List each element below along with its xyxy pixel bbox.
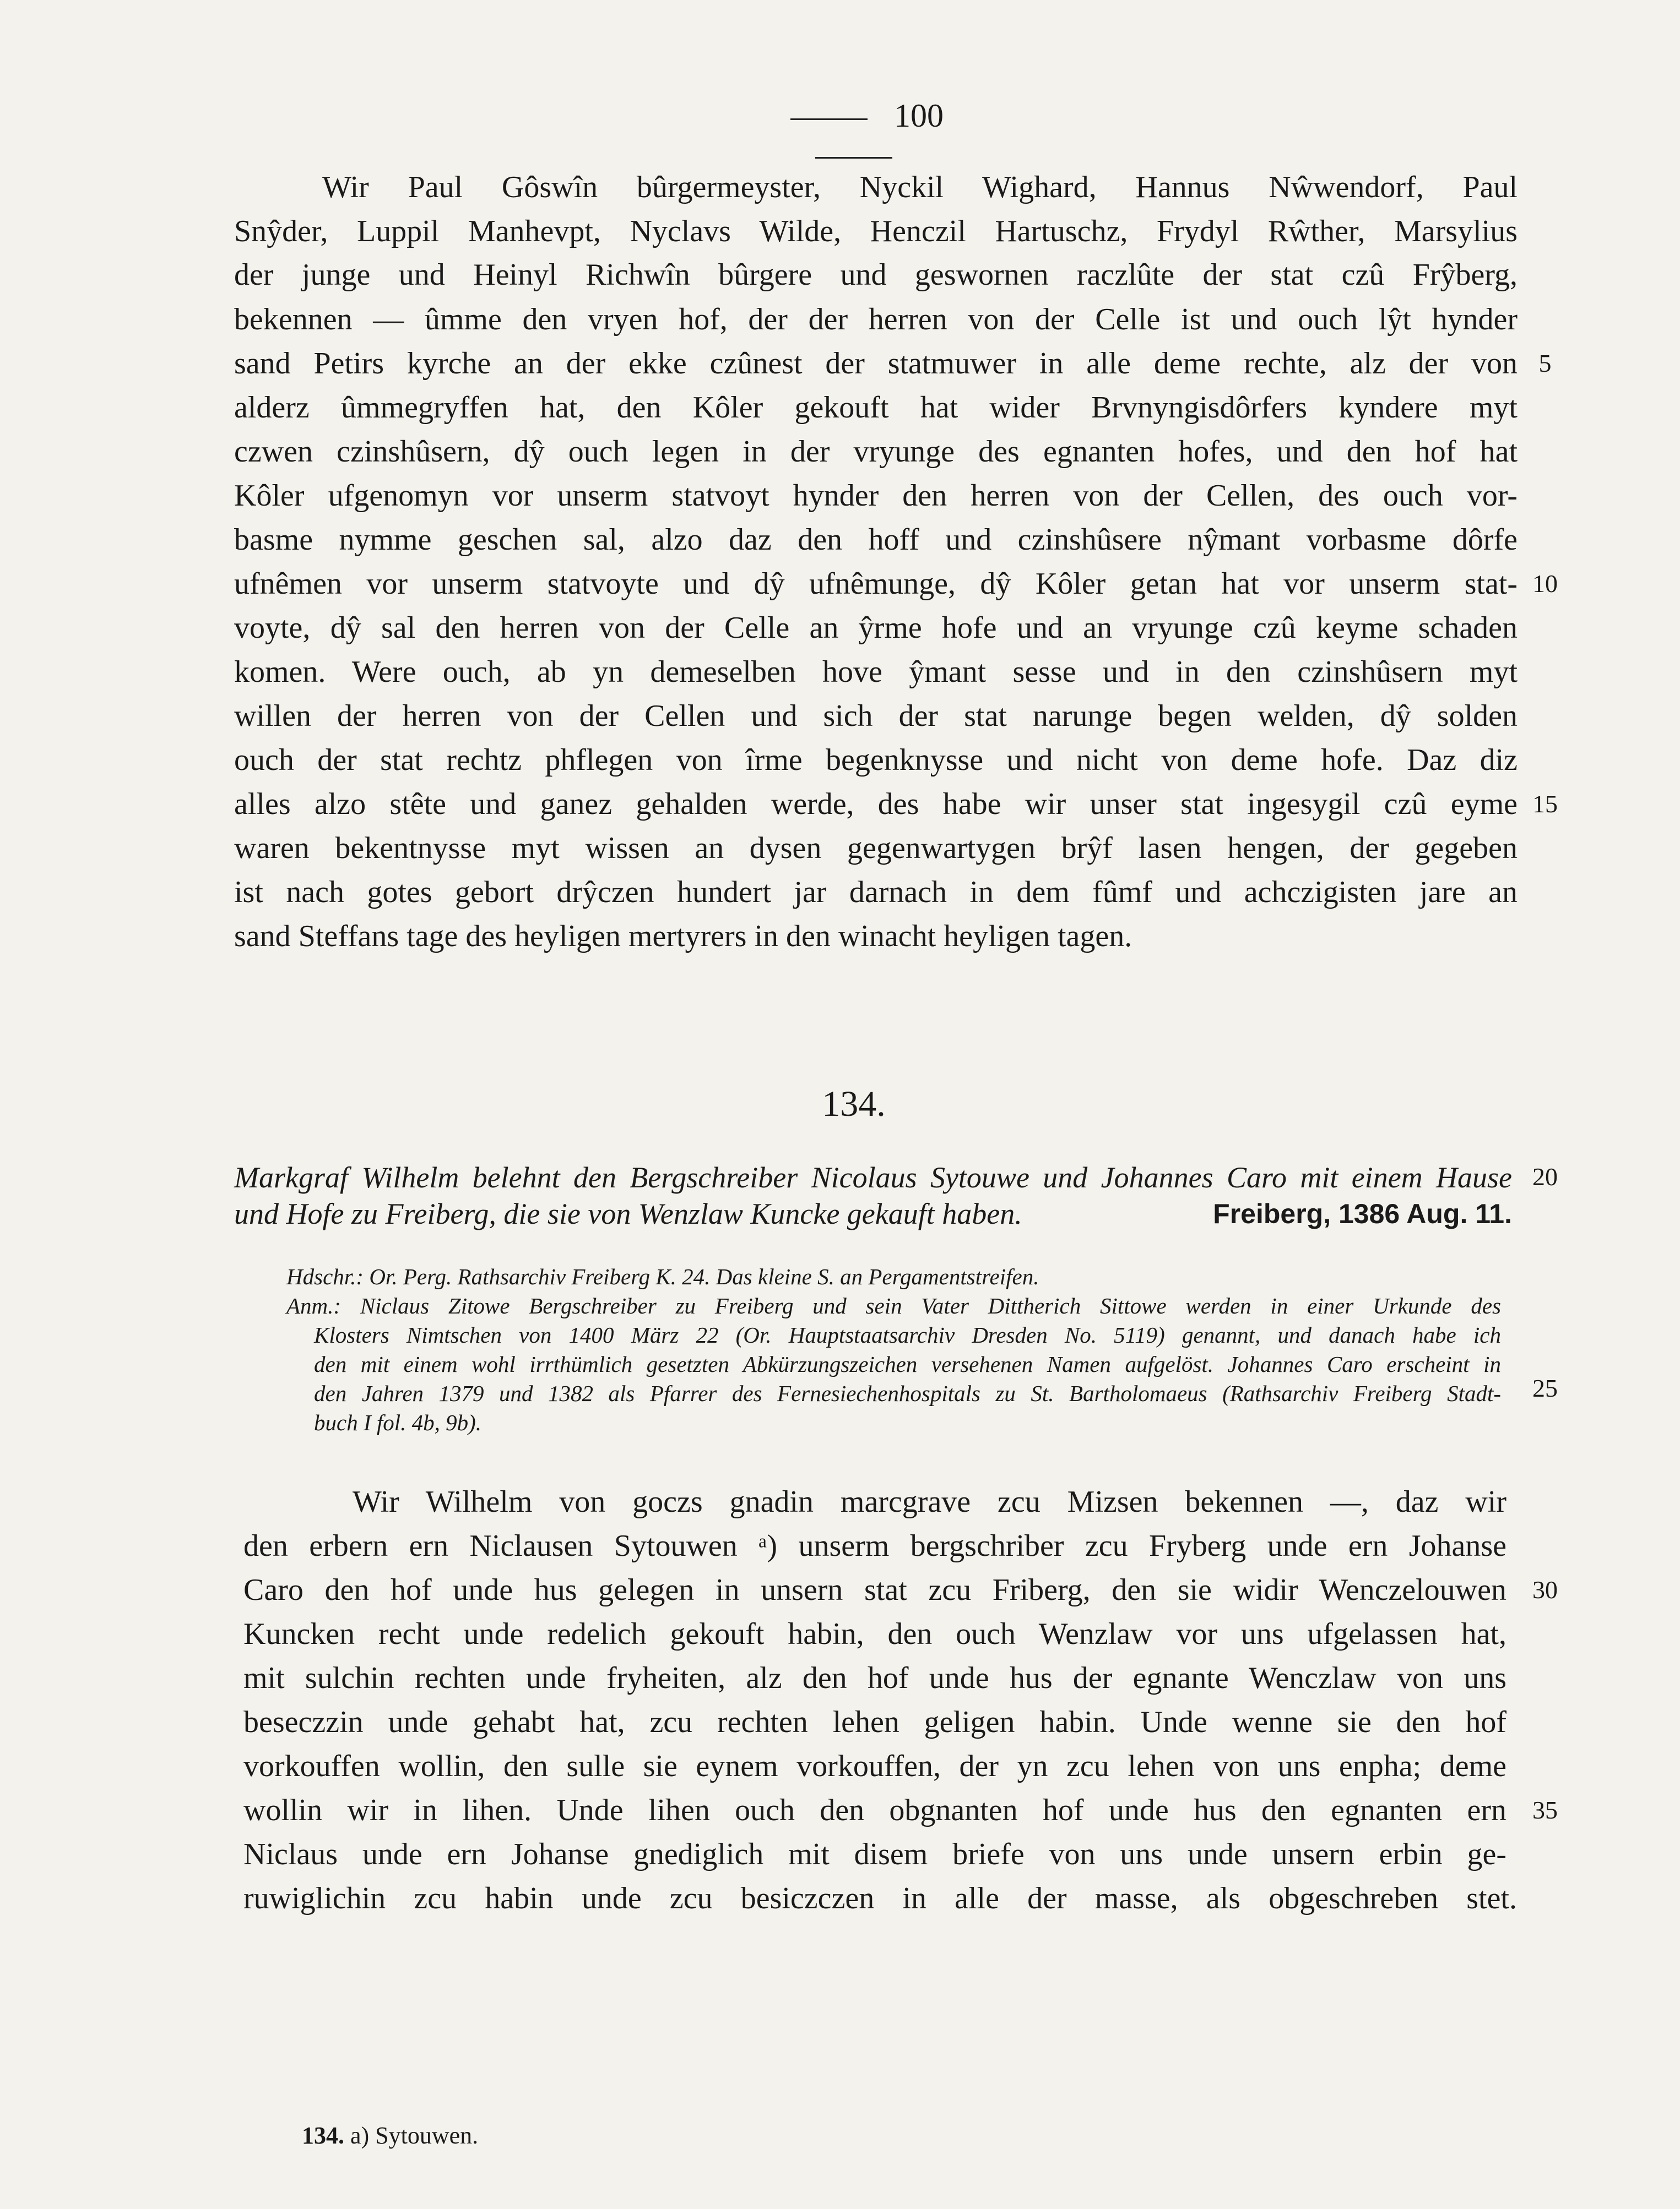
note-line: den mit einem wohl irrthümlich gesetzten Abkürzungszeichen versehenen Namen aufgelöst. Johannes Caro erscheint in: [314, 1352, 1501, 1377]
text-line: mit sulchin rechten unde fryheiten, alz den hof unde hus der egnante Wenczlaw von uns: [243, 1661, 1506, 1695]
place-date: Freiberg, 1386 Aug. 11.: [1213, 1198, 1512, 1229]
text-line: ist nach gotes gebort drŷczen hundert jar darnach in dem fûmf und achczigisten jare an: [234, 875, 1518, 909]
header-rule-right: [815, 157, 892, 159]
footnote: [302, 2120, 478, 2151]
note-line: Hdschr.: Or. Perg. Rathsarchiv Freiberg K. 24. Das kleine S. an Pergamentstreifen.: [286, 1264, 1039, 1289]
text-line: bekennen — ûmme den vryen hof, der der herren von der Celle ist und ouch lŷt hynder: [234, 302, 1518, 336]
text-line: den erbern ern Niclausen Sytouwen ᵃ) unserm bergschriber zcu Fryberg unde ern Johanse: [243, 1529, 1506, 1563]
text-line: sand Steffans tage des heyligen mertyrers in den winacht heyligen tagen.: [234, 919, 1132, 953]
line-number: 5: [1538, 349, 1552, 377]
text-line: ruwiglichin zcu habin unde zcu besiczczen in alle der masse, als obgeschreben stet.: [243, 1881, 1517, 1915]
text-line: alderz ûmmegryffen hat, den Kôler gekouft hat wider Brvnyngisdôrfers kyndere myt: [234, 390, 1518, 425]
text-line: beseczzin unde gehabt hat, zcu rechten lehen geligen habin. Unde wenne sie den hof: [243, 1705, 1506, 1739]
footnote-text: a) Sytouwen.: [350, 2122, 479, 2149]
summary-line-text: und Hofe zu Freiberg, die sie von Wenzlaw Kuncke gekauft haben.: [234, 1197, 1022, 1230]
text-line: Snŷder, Luppil Manhevpt, Nyclavs Wilde, Henczil Hartuschz, Frydyl Rŵther, Marsylius: [234, 214, 1518, 248]
text-line: vorkouffen wollin, den sulle sie eynem vorkouffen, der yn zcu lehen von uns enpha; deme: [243, 1749, 1506, 1783]
note-line: Anm.: Niclaus Zitowe Bergschreiber zu Freiberg und sein Vater Dittherich Sittowe werden in einer Urkunde des: [286, 1293, 1501, 1318]
summary-line: Markgraf Wilhelm belehnt den Bergschreiber Nicolaus Sytouwe und Johannes Caro mit einem Hause: [234, 1161, 1512, 1194]
line-number: 25: [1532, 1374, 1558, 1402]
text-line: Wir Wilhelm von goczs gnadin marcgrave zcu Mizsen bekennen —, daz wir: [353, 1485, 1506, 1519]
text-line: Niclaus unde ern Johanse gnediglich mit disem briefe von uns unde unsern erbin ge-: [243, 1837, 1506, 1871]
text-line: waren bekentnysse myt wissen an dysen gegenwartygen brŷf lasen hengen, der gegeben: [234, 831, 1518, 865]
text-line: ufnêmen vor unserm statvoyte und dŷ ufnêmunge, dŷ Kôler getan hat vor unserm stat-: [234, 567, 1518, 601]
line-number: 30: [1532, 1576, 1558, 1604]
line-number: 10: [1532, 569, 1558, 598]
line-number: 15: [1532, 790, 1558, 818]
line-number: 35: [1532, 1796, 1558, 1824]
text-line: willen der herren von der Cellen und sich der stat narunge begen welden, dŷ solden: [234, 699, 1518, 733]
page-number: 100: [716, 96, 991, 173]
text-line: der junge und Heinyl Richwîn bûrgere und geswornen raczlûte der stat czû Frŷberg,: [234, 258, 1518, 292]
document-number: 134.: [822, 1084, 886, 1124]
text-line: ouch der stat rechtz phflegen von îrme begenknysse und nicht von deme hofe. Daz diz: [234, 743, 1518, 777]
text-line: Kuncken recht unde redelich gekouft habin, den ouch Wenzlaw vor uns ufgelassen hat,: [243, 1617, 1506, 1651]
note-line: buch I fol. 4b, 9b).: [314, 1410, 482, 1435]
footnote-ref: 134.: [302, 2122, 344, 2149]
text-line: alles alzo stête und ganez gehalden werde, des habe wir unser stat ingesygil czû eyme: [234, 787, 1518, 821]
text-line: czwen czinshûsern, dŷ ouch legen in der vryunge des egnanten hofes, und den hof hat: [234, 435, 1518, 469]
text-line: komen. Were ouch, ab yn demeselben hove ŷmant sesse und in den czinshûsern myt: [234, 655, 1518, 689]
text-line: wollin wir in lihen. Unde lihen ouch den obgnanten hof unde hus den egnanten ern: [243, 1793, 1506, 1827]
text-line: Wir Paul Gôswîn bûrgermeyster, Nyckil Wighard, Hannus Nŵwendorf, Paul: [322, 170, 1518, 204]
header-rule-left: [790, 118, 868, 120]
text-line: voyte, dŷ sal den herren von der Celle an ŷrme hofe und an vryunge czû keyme schaden: [234, 611, 1518, 645]
summary-line: [234, 1196, 1512, 1232]
text-line: sand Petirs kyrche an der ekke czûnest der statmuwer in alle deme rechte, alz der von: [234, 346, 1518, 381]
text-line: Caro den hof unde hus gelegen in unsern stat zcu Friberg, den sie widir Wenczelouwen: [243, 1573, 1506, 1607]
note-line: Klosters Nimtschen von 1400 März 22 (Or. Hauptstaatsarchiv Dresden No. 5119) genannt, und danach habe ich: [314, 1322, 1501, 1348]
line-number: 20: [1532, 1163, 1558, 1191]
note-line: den Jahren 1379 und 1382 als Pfarrer des Fernesiechenhospitals zu St. Bartholomaeus (Rathsarchiv Freiberg Stadt-: [314, 1381, 1501, 1406]
text-line: Kôler ufgenomyn vor unserm statvoyt hynder den herren von der Cellen, des ouch vor-: [234, 479, 1518, 513]
text-line: basme nymme geschen sal, alzo daz den hoff und czinshûsere nŷmant vorbasme dôrfe: [234, 523, 1518, 557]
